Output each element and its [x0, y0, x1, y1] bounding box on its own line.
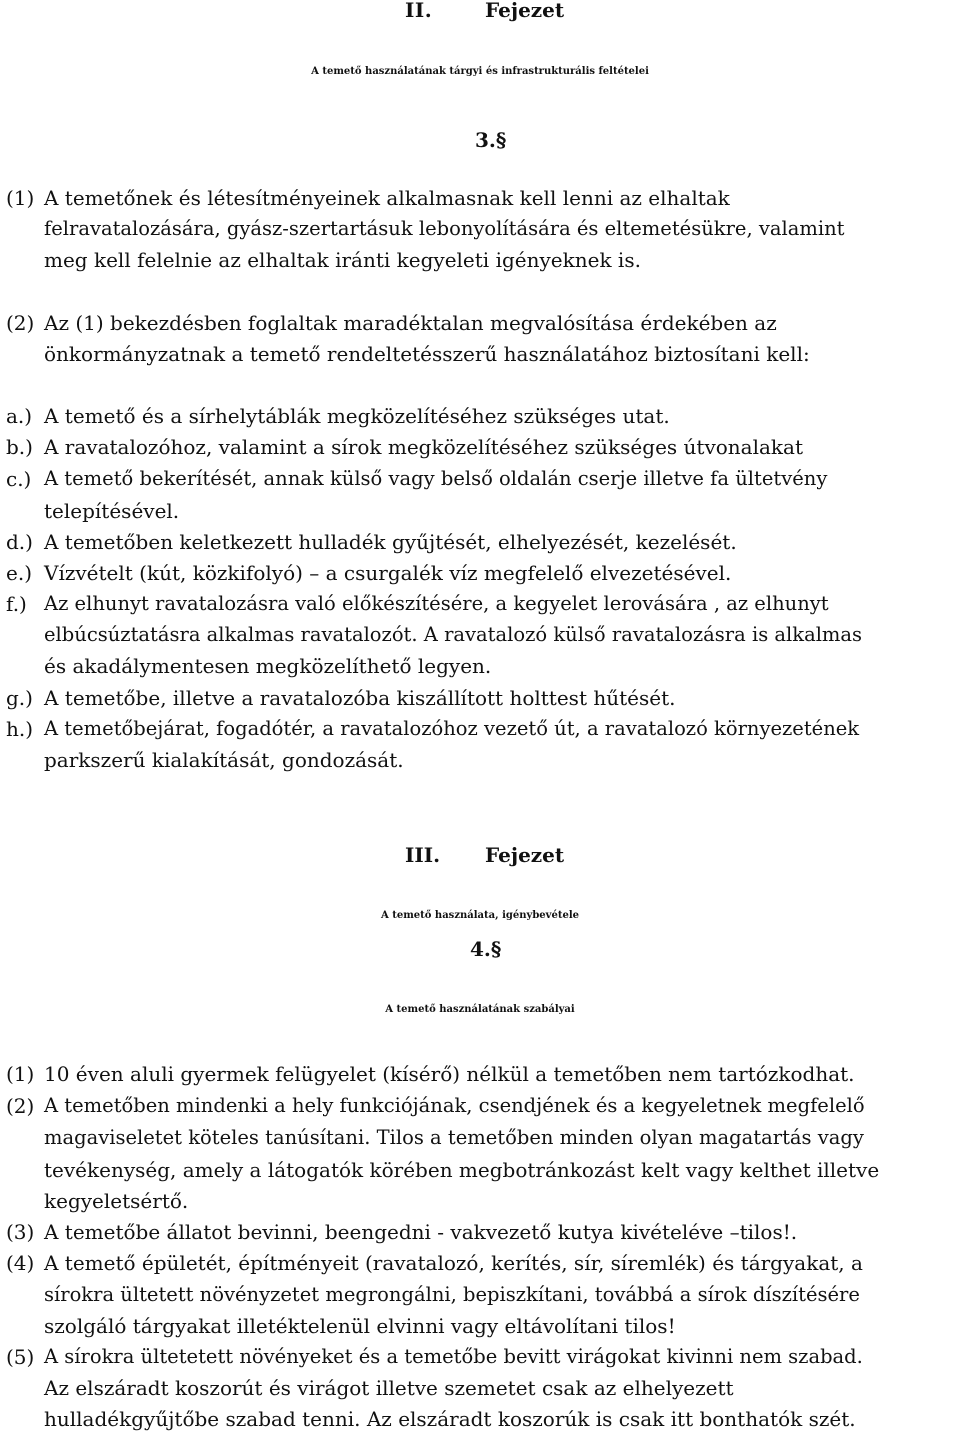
paragraph-line: Az elszáradt koszorút és virágot illetve szemetet csak az elhelyezett: [44, 1376, 734, 1400]
paragraph-marker: (1): [6, 186, 35, 210]
paragraph-marker: (5): [6, 1345, 35, 1369]
list-item: A temetőbe, illetve a ravatalozóba kiszállított holttest hűtését.: [44, 686, 676, 710]
list-marker: a.): [6, 404, 33, 428]
list-marker: h.): [6, 717, 34, 741]
paragraph-line: önkormányzatnak a temető rendeltetésszerű használatához biztosítani kell:: [44, 342, 810, 366]
chapter-title: A temető használata, igénybevétele: [381, 910, 579, 921]
list-marker: g.): [6, 686, 33, 710]
paragraph-line: kegyeletsértő.: [44, 1189, 189, 1213]
list-marker: f.): [6, 592, 27, 616]
list-item: A temető és a sírhelytáblák megközelítéséhez szükséges utat.: [44, 404, 670, 428]
paragraph-line: sírokra ültetett növényzetet megrongálni, bepiszkítani, továbbá a sírok díszítésére: [44, 1283, 860, 1306]
list-item: A temetőbejárat, fogadótér, a ravatalozóhoz vezető út, a ravatalozó környezetének: [44, 717, 860, 740]
paragraph-line: A sírokra ültetetett növényeket és a temetőbe bevitt virágokat kivinni nem szabad.: [44, 1345, 863, 1368]
chapter-label: Fejezet: [485, 0, 565, 22]
chapter-number: III.: [405, 843, 441, 867]
list-item: Vízvételt (kút, közkifolyó) – a csurgalék víz megfelelő elvezetésével.: [44, 561, 732, 585]
list-item: telepítésével.: [44, 499, 180, 523]
paragraph-line: meg kell felelnie az elhaltak iránti kegyeleti igényeknek is.: [44, 248, 641, 272]
list-marker: d.): [6, 530, 33, 554]
chapter-number: II.: [405, 0, 433, 22]
paragraph-line: Az (1) bekezdésben foglaltak maradéktalan megvalósítása érdekében az: [44, 311, 777, 335]
list-marker: b.): [6, 435, 33, 459]
list-item: és akadálymentesen megközelíthető legyen.: [44, 654, 492, 678]
paragraph-line: A temetőnek és létesítményeinek alkalmasnak kell lenni az elhaltak: [44, 186, 730, 210]
list-marker: c.): [6, 467, 32, 491]
chapter-label: Fejezet: [485, 843, 565, 867]
list-item: elbúcsúztatásra alkalmas ravatalozót. A ravatalozó külső ravatalozásra is alkalmas: [44, 623, 863, 646]
paragraph-marker: (3): [6, 1220, 35, 1244]
paragraph-line: A temetőbe állatot bevinni, beengedni - vakvezető kutya kivételéve –tilos!.: [44, 1220, 798, 1244]
paragraph-marker: (2): [6, 1094, 35, 1118]
paragraph-line: felravatalozására, gyász-szertartásuk lebonyolítására és eltemetésükre, valamint: [44, 217, 845, 240]
paragraph-line: hulladékgyűjtőbe szabad tenni. Az elszáradt koszorúk is csak itt bonthatók szét.: [44, 1407, 856, 1431]
paragraph-marker: (4): [6, 1251, 35, 1275]
list-item: parkszerű kialakítását, gondozását.: [44, 748, 404, 772]
paragraph-line: magaviseletet köteles tanúsítani. Tilos a temetőben minden olyan magatartás vagy: [44, 1126, 864, 1149]
list-item: A temetőben keletkezett hulladék gyűjtését, elhelyezését, kezelését.: [44, 530, 737, 554]
section-title: A temető használatának szabályai: [385, 1004, 575, 1015]
list-item: A temető bekerítését, annak külső vagy belső oldalán cserje illetve fa ültetvény: [44, 467, 828, 490]
paragraph-line: szolgáló tárgyakat illetéktelenül elvinni vagy eltávolítani tilos!: [44, 1314, 676, 1338]
list-item: Az elhunyt ravatalozásra való előkészítésére, a kegyelet lerovására , az elhunyt: [44, 592, 829, 615]
section-number: 4.§: [470, 937, 502, 961]
paragraph-line: A temetőben mindenki a hely funkciójának, csendjének és a kegyeletnek megfelelő: [44, 1094, 865, 1117]
paragraph-line: 10 éven aluli gyermek felügyelet (kísérő) nélkül a temetőben nem tartózkodhat.: [44, 1062, 855, 1086]
paragraph-marker: (1): [6, 1062, 35, 1086]
list-marker: e.): [6, 561, 32, 585]
section-number: 3.§: [475, 128, 507, 152]
list-item: A ravatalozóhoz, valamint a sírok megközelítéséhez szükséges útvonalakat: [44, 435, 803, 459]
chapter-title: A temető használatának tárgyi és infrastrukturális feltételei: [311, 66, 649, 77]
paragraph-line: tevékenység, amely a látogatók körében megbotránkozást kelt vagy kelthet illetve: [44, 1158, 880, 1182]
paragraph-line: A temető épületét, építményeit (ravatalozó, kerítés, sír, síremlék) és tárgyakat, a: [44, 1251, 863, 1275]
paragraph-marker: (2): [6, 311, 35, 335]
